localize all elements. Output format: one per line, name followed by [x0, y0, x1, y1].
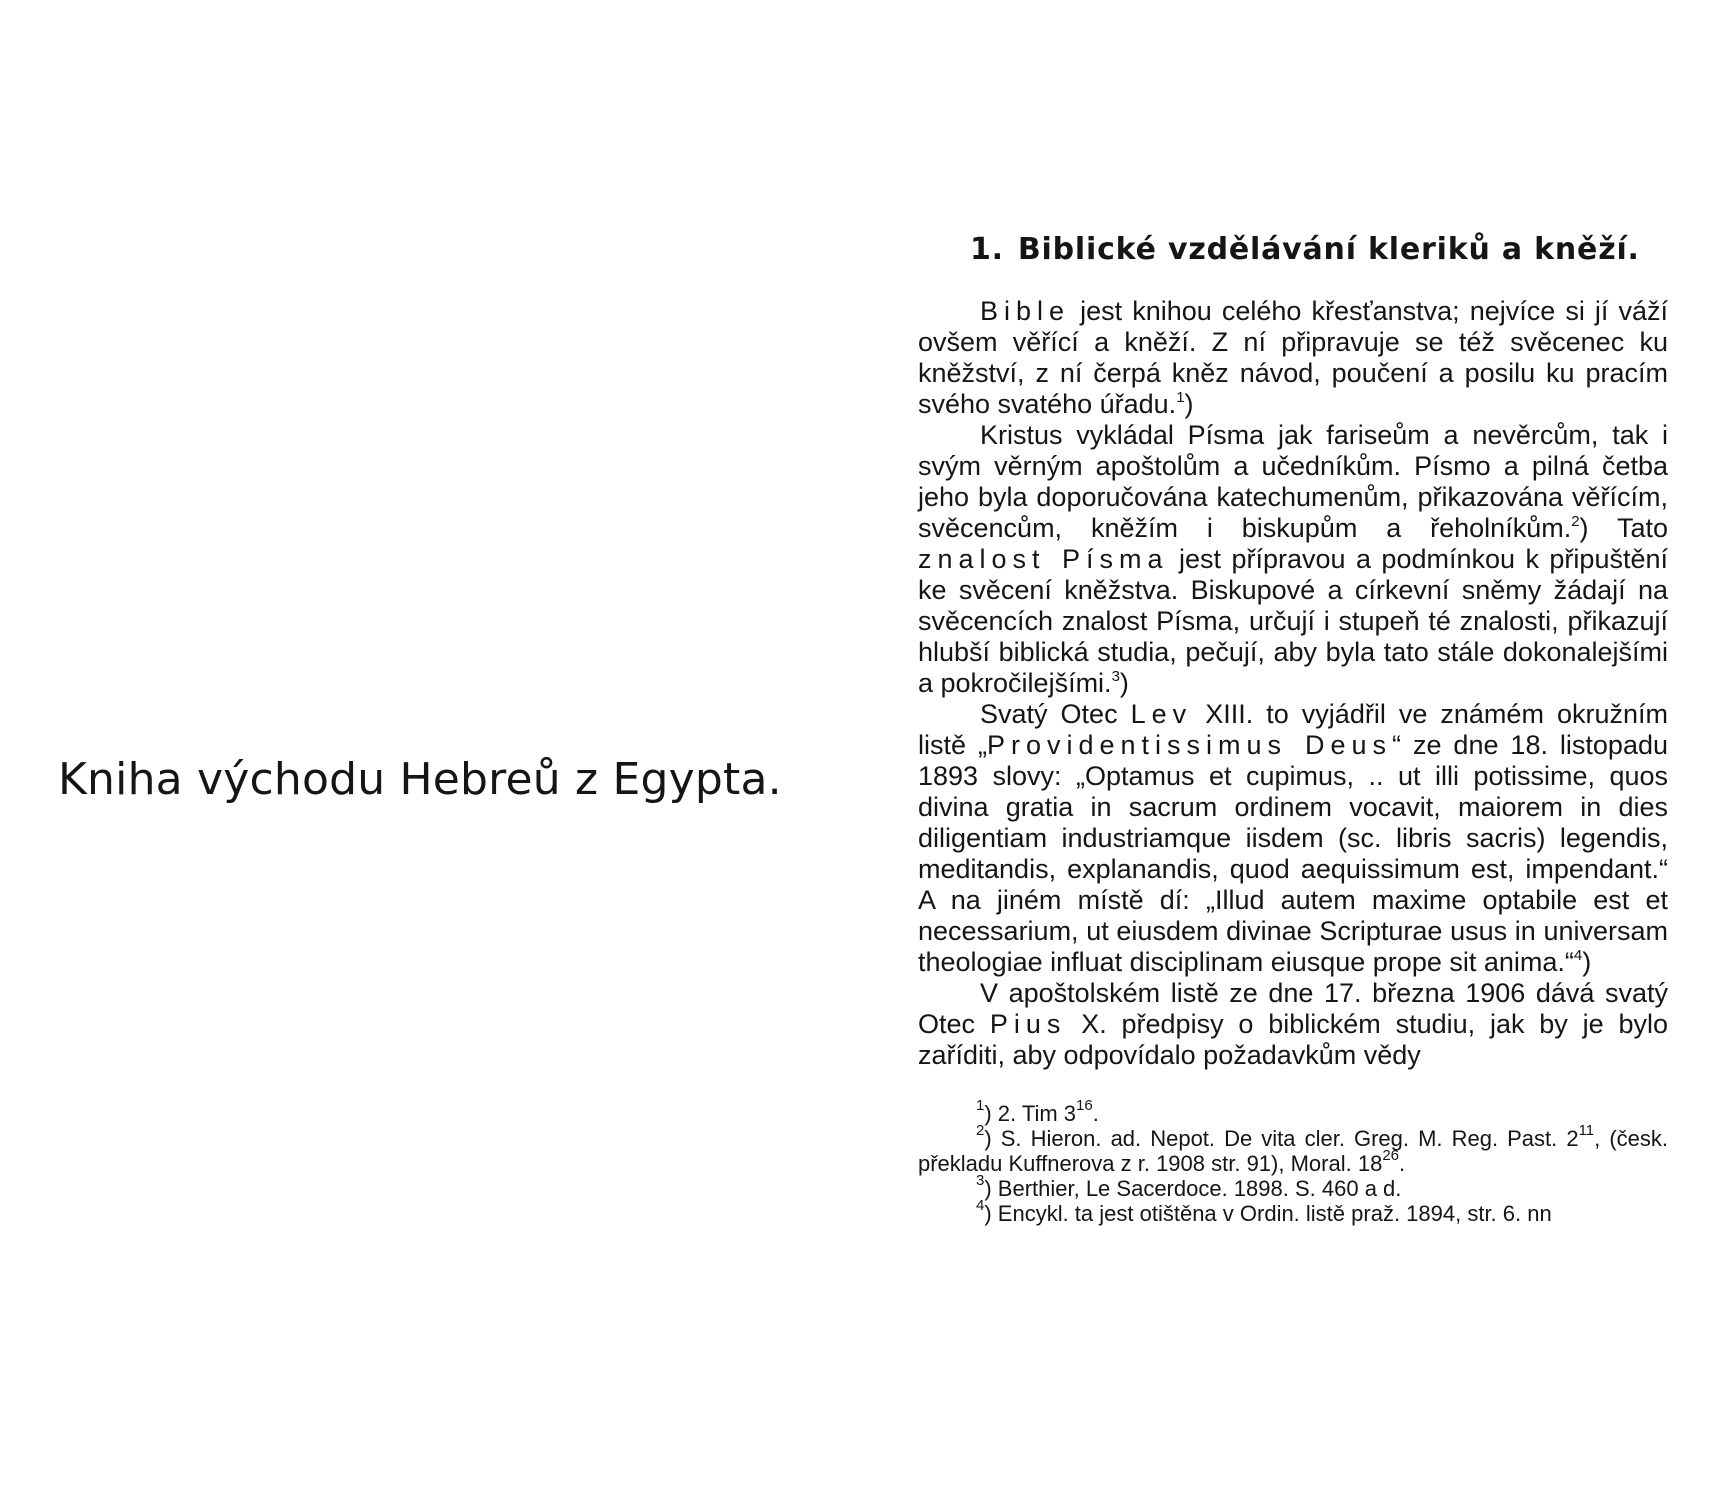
footnote-text: ) Encykl. ta jest otištěna v Ordin. listě praž. 1894, str. 6. nn	[984, 1201, 1552, 1226]
footnote-superscript: 11	[1578, 1122, 1595, 1139]
footnote-1	[918, 1097, 1668, 1126]
paragraph-3	[918, 699, 1668, 978]
footnote-ref-4: 4	[1573, 947, 1583, 964]
paragraph-2	[918, 420, 1668, 699]
spaced-word: Bible	[980, 296, 1071, 326]
paragraph-text: )	[1184, 389, 1194, 419]
paragraph-text: “ ze dne 18. listopadu 1893 slovy: „Optamus et cupimus, .. ut illi potissime, quos divina gratia in sacrum ordinem vocavit, maiorem in dies diligentiam industriamque iisdem (sc. libris sacris) legendis, meditandis, explanandis, quod aequissimum est, impendant.“ A na jiném místě dí: „Illud autem maxime optabile est et necessarium, ut eiusdem divinae Scripturae usus in universam theologiae influat disciplinam eiusque prope sit anima.“	[918, 730, 1668, 977]
section-heading	[970, 228, 1668, 272]
footnote-2	[918, 1122, 1668, 1176]
section-number: 1.	[970, 232, 1004, 267]
left-page-title: Kniha východu Hebreů z Egypta.	[58, 754, 782, 805]
footnote-mark: 3	[976, 1172, 985, 1189]
footnote-text: ) Berthier, Le Sacerdoce. 1898. S. 460 a d.	[984, 1176, 1402, 1201]
footnote-mark: 4	[976, 1197, 985, 1214]
footnote-superscript: 26	[1382, 1147, 1399, 1164]
right-page	[918, 228, 1668, 1226]
footnote-4	[918, 1197, 1668, 1226]
spaced-phrase: Providentissimus Deus	[986, 730, 1393, 760]
footnote-mark: 2	[976, 1122, 985, 1139]
footnote-3	[918, 1172, 1668, 1201]
footnote-mark: 1	[976, 1097, 985, 1114]
paragraph-text: X. předpisy o biblickém studiu, jak by je bylo zaříditi, aby odpovídalo požadavkům vědy	[918, 1009, 1668, 1070]
footnote-superscript: 16	[1076, 1097, 1093, 1114]
paragraph-text: ) Tato	[1579, 513, 1668, 543]
footnote-ref-3: 3	[1111, 668, 1120, 685]
spaced-word: Lev	[1130, 699, 1193, 729]
spaced-word: Pius	[989, 1009, 1067, 1039]
paragraph-4	[918, 978, 1668, 1071]
footnote-text: , (česk. překladu Kuffnerova z r. 1908 str. 91), Moral. 18	[918, 1126, 1668, 1176]
footnote-ref-1: 1	[1176, 389, 1185, 406]
footnote-text: ) 2. Tim 3	[984, 1101, 1077, 1126]
footnote-text: .	[1092, 1101, 1099, 1126]
paragraph-text: )	[1119, 668, 1129, 698]
paragraph-text: XIII. to vyjádřil ve známém okružním listě „	[918, 699, 1668, 760]
spaced-phrase: znalost Písma	[918, 544, 1169, 574]
paragraph-1	[918, 296, 1668, 420]
section-heading-text: Biblické vzdělávání kleriků a kněží.	[1017, 232, 1640, 267]
paragraph-text: V apoštolském listě ze dne 17. března 1906 dává svatý Otec	[918, 978, 1668, 1039]
footnote-ref-2: 2	[1571, 513, 1580, 530]
paragraph-text: Svatý Otec	[980, 699, 1131, 729]
footnotes	[918, 1097, 1668, 1226]
paragraph-text: jest přípravou a podmínkou k připuštění ke svěcení kněžstva. Biskupové a církevní sněmy žádají na svěcencích znalost Písma, určují i stupeň té znalosti, přikazují hlubší biblická studia, pečují, aby byla tato stále dokonalejšími a pokročilejšími.	[918, 544, 1668, 698]
footnote-text: ) S. Hieron. ad. Nepot. De vita cler. Greg. M. Reg. Past. 2	[984, 1126, 1579, 1151]
footnote-text: .	[1399, 1151, 1406, 1176]
paragraph-text: )	[1582, 947, 1592, 977]
paragraph-text: Kristus vykládal Písma jak fariseům a nevěrcům, tak i svým věrným apoštolům a učedníkům. Písmo a pilná četba jeho byla doporučována katechumenům, přikazována věřícím, svěcencům, kněžím i biskupům a řeholníkům.	[918, 420, 1668, 543]
paragraph-text: jest knihou celého křesťanstva; nejvíce si jí váží ovšem věřící a kněží. Z ní připravuje se též svěcenec ku kněžství, z ní čerpá kněz návod, poučení a posilu ku pracím svého svatého úřadu.	[918, 296, 1668, 419]
